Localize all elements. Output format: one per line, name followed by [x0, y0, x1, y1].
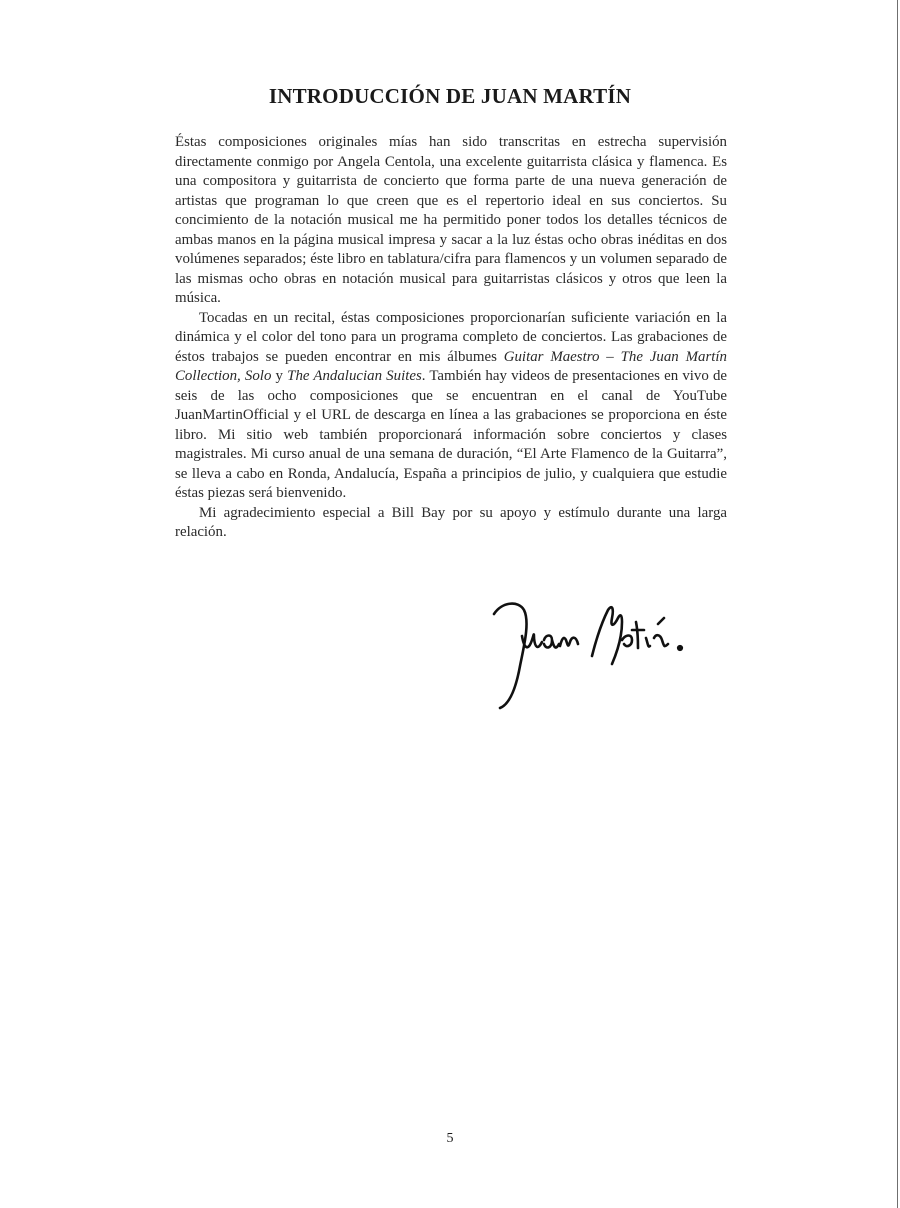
paragraph-2 — [175, 309, 727, 504]
page-number: 5 — [446, 1131, 454, 1146]
album-title-andalucian-suites: The Andalucian Suites — [287, 368, 422, 384]
paragraph-2-text-b: y — [271, 368, 288, 384]
paragraph-3: Mi agradecimiento especial a Bill Bay por su apoyo y estímulo durante una larga relación. — [175, 504, 727, 540]
paragraph-2-text-c: . También hay videos de presentaciones en vivo de seis de las ocho composiciones que se encuentran en el canal de YouTube JuanMartinOfficial y el URL de descarga en línea a las grabaciones se proporciona en éste libro. Mi sitio web también proporcionará información sobre conciertos y clases magistrales. Mi curso anual de una semana de duración, “El Arte Flamenco de la Guitarra”, se lleva a cabo en Ronda, Andalucía, España a principios de julio, y cualquiera que estudie éstas piezas será bienvenido. — [175, 368, 728, 501]
paragraph-1: Éstas composiciones originales mías han sido transcritas en estrecha supervisión directamente conmigo por Angela Centola, una excelente guitarrista clásica y flamenca. Es una compositora y guitarrista de concierto que forma parte de una nueva generación de artistas que programan lo que creen que es el repertorio ideal en sus conciertos. Su concimiento de la notación musical me ha permitido poner todos los detalles técnicos de ambas manos en la página musical impresa y sacar a la luz éstas ocho obras inéditas en dos volúmenes separados; éste libro en tablatura/cifra para flamencos y un volumen separado de las mismas ocho obras en notación musical para guitarristas clásicos y otros que leen la música. — [175, 134, 727, 306]
album-title-guitar-maestro: Guitar Maestro – The Juan Martín Collection, Solo — [175, 348, 727, 384]
paragraph-2-text-a: Tocadas en un recital, éstas composiciones proporcionarían suficiente variación en la dinámica y el color del tono para un programa completo de conciertos. Las grabaciones de éstos trabajos se pueden encontrar en mis álbumes — [175, 309, 727, 365]
signature — [488, 596, 718, 714]
body-text — [175, 133, 727, 543]
page-edge — [897, 0, 898, 1208]
page-title: INTRODUCCIÓN DE JUAN MARTÍN — [268, 84, 632, 108]
